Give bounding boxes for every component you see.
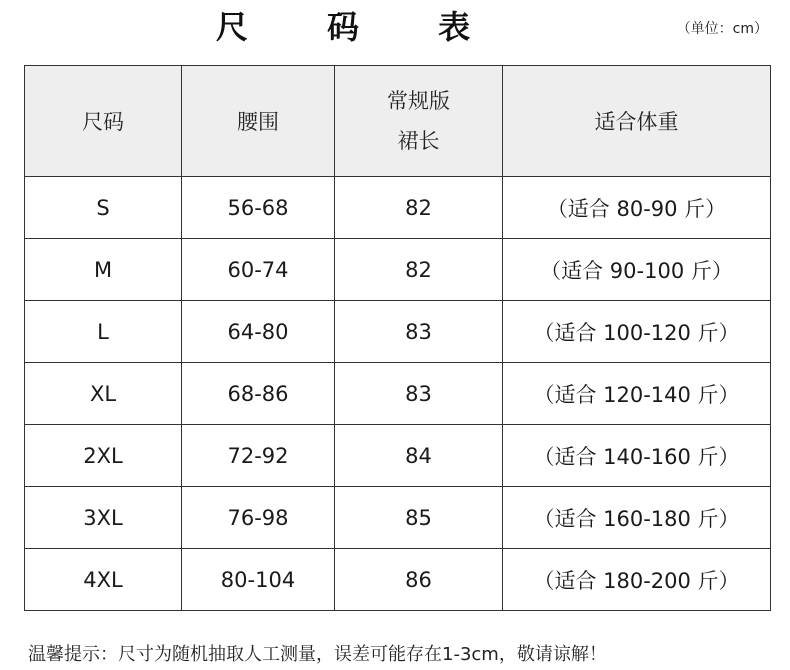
cell-weight: （适合 90-100 斤）: [503, 239, 771, 301]
size-table: [24, 65, 771, 611]
cell-size: 3XL: [25, 487, 182, 549]
cell-weight: （适合 100-120 斤）: [503, 301, 771, 363]
table-row: [25, 487, 771, 549]
cell-length: 86: [335, 549, 503, 611]
cell-weight: （适合 140-160 斤）: [503, 425, 771, 487]
cell-waist: 56-68: [182, 177, 335, 239]
cell-size: 4XL: [25, 549, 182, 611]
cell-size: XL: [25, 363, 182, 425]
cell-size: M: [25, 239, 182, 301]
cell-weight: （适合 160-180 斤）: [503, 487, 771, 549]
cell-waist: 80-104: [182, 549, 335, 611]
cell-length: 85: [335, 487, 503, 549]
page-title: 尺 码 表: [215, 8, 505, 46]
cell-length: 82: [335, 239, 503, 301]
table-header-row: [25, 66, 771, 177]
table-row: [25, 425, 771, 487]
cell-length: 83: [335, 363, 503, 425]
header-length: [335, 66, 503, 177]
cell-weight: （适合 120-140 斤）: [503, 363, 771, 425]
header-waist: 腰围: [182, 66, 335, 177]
cell-weight: （适合 180-200 斤）: [503, 549, 771, 611]
unit-label: （单位：cm）: [676, 21, 768, 37]
header-weight: 适合体重: [503, 66, 771, 177]
cell-size: L: [25, 301, 182, 363]
cell-length: 82: [335, 177, 503, 239]
cell-waist: 76-98: [182, 487, 335, 549]
table-row: [25, 363, 771, 425]
cell-waist: 68-86: [182, 363, 335, 425]
cell-waist: 72-92: [182, 425, 335, 487]
table-row: [25, 549, 771, 611]
table-row: [25, 239, 771, 301]
footer-note: 温馨提示：尺寸为随机抽取人工测量，误差可能存在1-3cm，敬请谅解！: [28, 644, 607, 665]
table-row: [25, 177, 771, 239]
cell-waist: 64-80: [182, 301, 335, 363]
cell-weight: （适合 80-90 斤）: [503, 177, 771, 239]
cell-size: S: [25, 177, 182, 239]
table-row: [25, 301, 771, 363]
cell-waist: 60-74: [182, 239, 335, 301]
cell-size: 2XL: [25, 425, 182, 487]
header-size: 尺码: [25, 66, 182, 177]
cell-length: 84: [335, 425, 503, 487]
header-length-line2: 裙长: [397, 129, 440, 153]
header-length-line1: 常规版: [387, 89, 450, 113]
cell-length: 83: [335, 301, 503, 363]
